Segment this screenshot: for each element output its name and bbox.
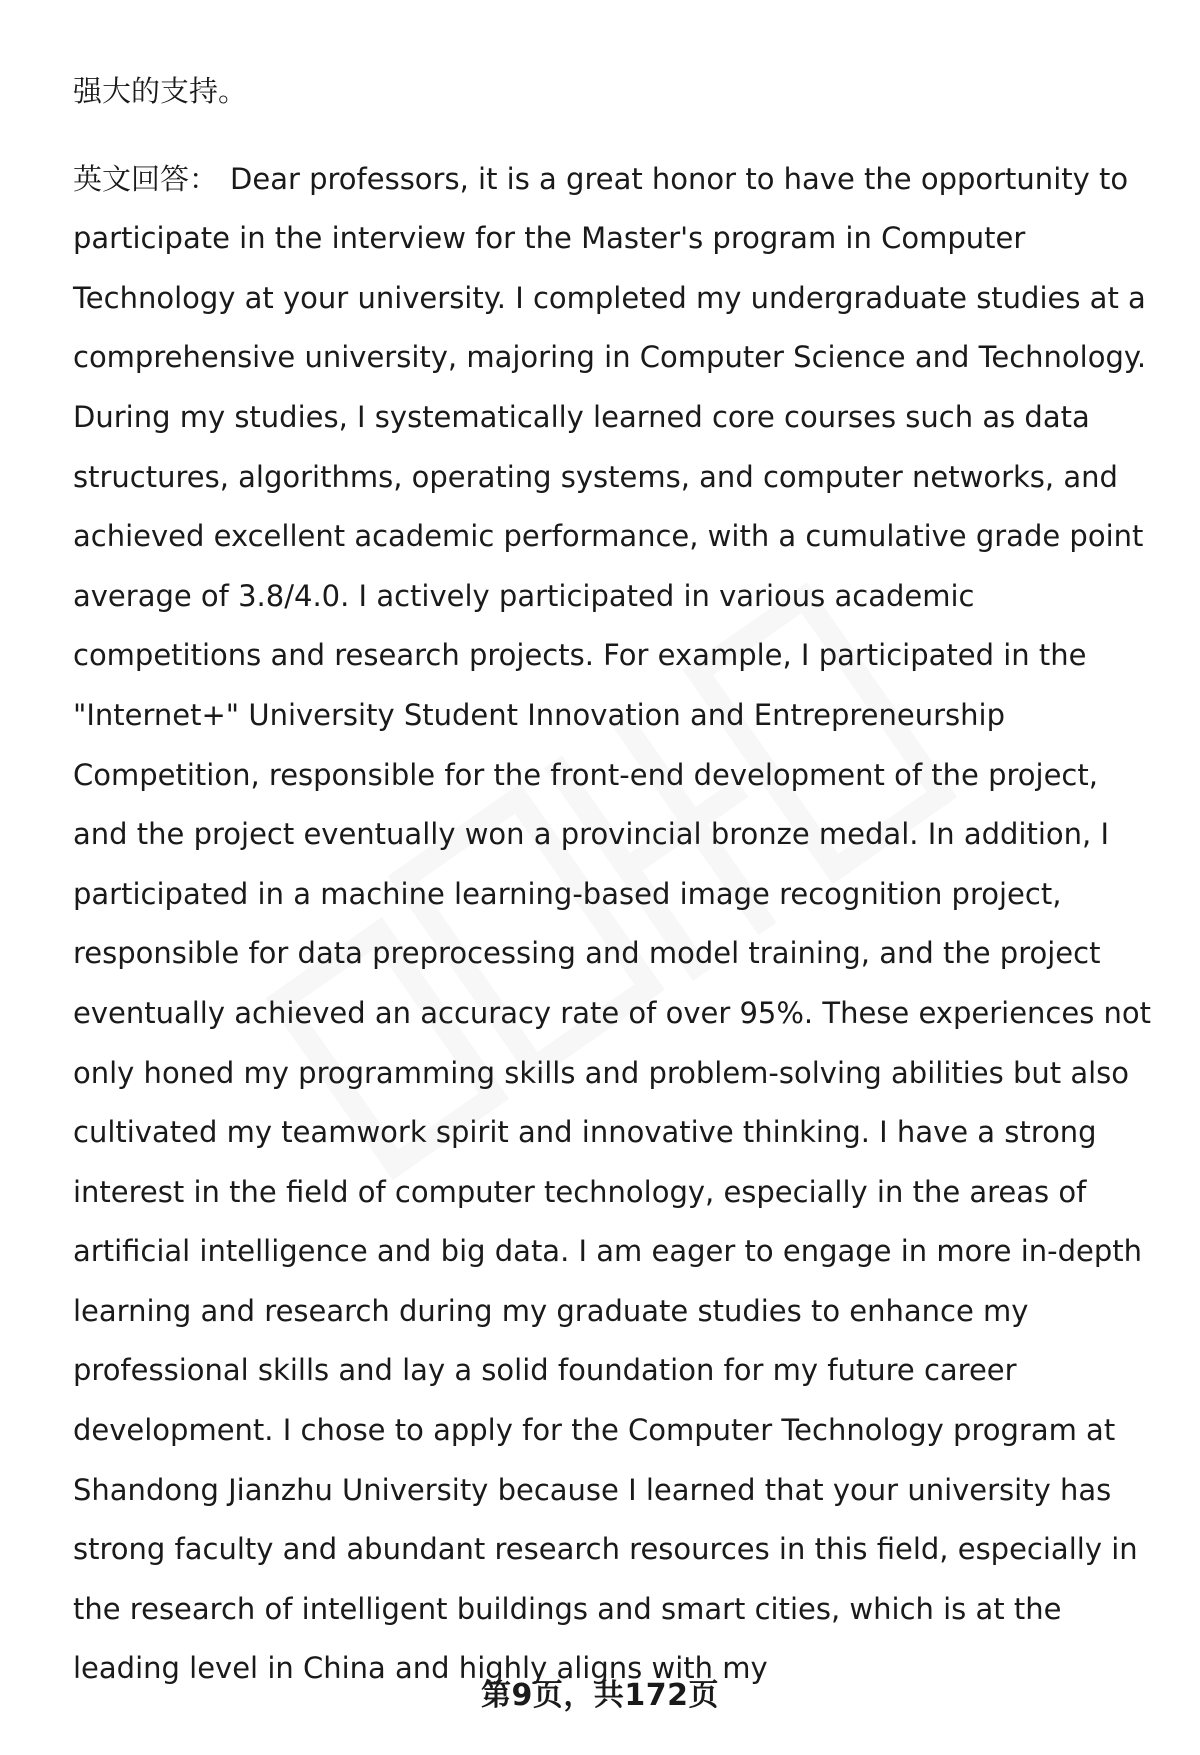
answer-label: 英文回答： bbox=[73, 161, 219, 196]
answer-paragraph bbox=[73, 150, 1153, 1699]
intro-line: 强大的支持。 bbox=[73, 74, 248, 108]
answer-text: Dear professors, it is a great honor to have the opportunity to participate in the interview for the Master's program in Computer Technology at your university. I completed my undergraduate studies at a comprehensive university, majoring in Computer Science and Technology. During my studies, I systematically learned core courses such as data structures, algorithms, operating systems, and computer networks, and achieved excellent academic performance, with a cumulative grade point average of 3.8/4.0. I actively participated in various academic competitions and research projects. For example, I participated in the "Internet+" University Student Innovation and Entrepreneurship Competition, responsible for the front-end development of the project, and the project eventually won a provincial bronze medal. In addition, I participated in a machine learning-based image recognition project, responsible for data preprocessing and model training, and the project eventually achieved an accuracy rate of over 95%. These experiences not only honed my programming skills and problem-solving abilities but also cultivated my teamwork spirit and innovative thinking. I have a strong interest in the field of computer technology, especially in the areas of artificial intelligence and big data. I am eager to engage in more in-depth learning and research during my graduate studies to enhance my professional skills and lay a solid foundation for my future career development. I chose to apply for the Computer Technology program at Shandong Jianzhu University because I learned that your university has strong faculty and abundant research resources in this field, especially in the research of intelligent buildings and smart cities, which is at the leading level in China and highly aligns with my bbox=[73, 161, 1152, 1686]
document-body bbox=[73, 62, 1153, 1699]
page-number: 第9页，共172页 bbox=[481, 1678, 719, 1713]
